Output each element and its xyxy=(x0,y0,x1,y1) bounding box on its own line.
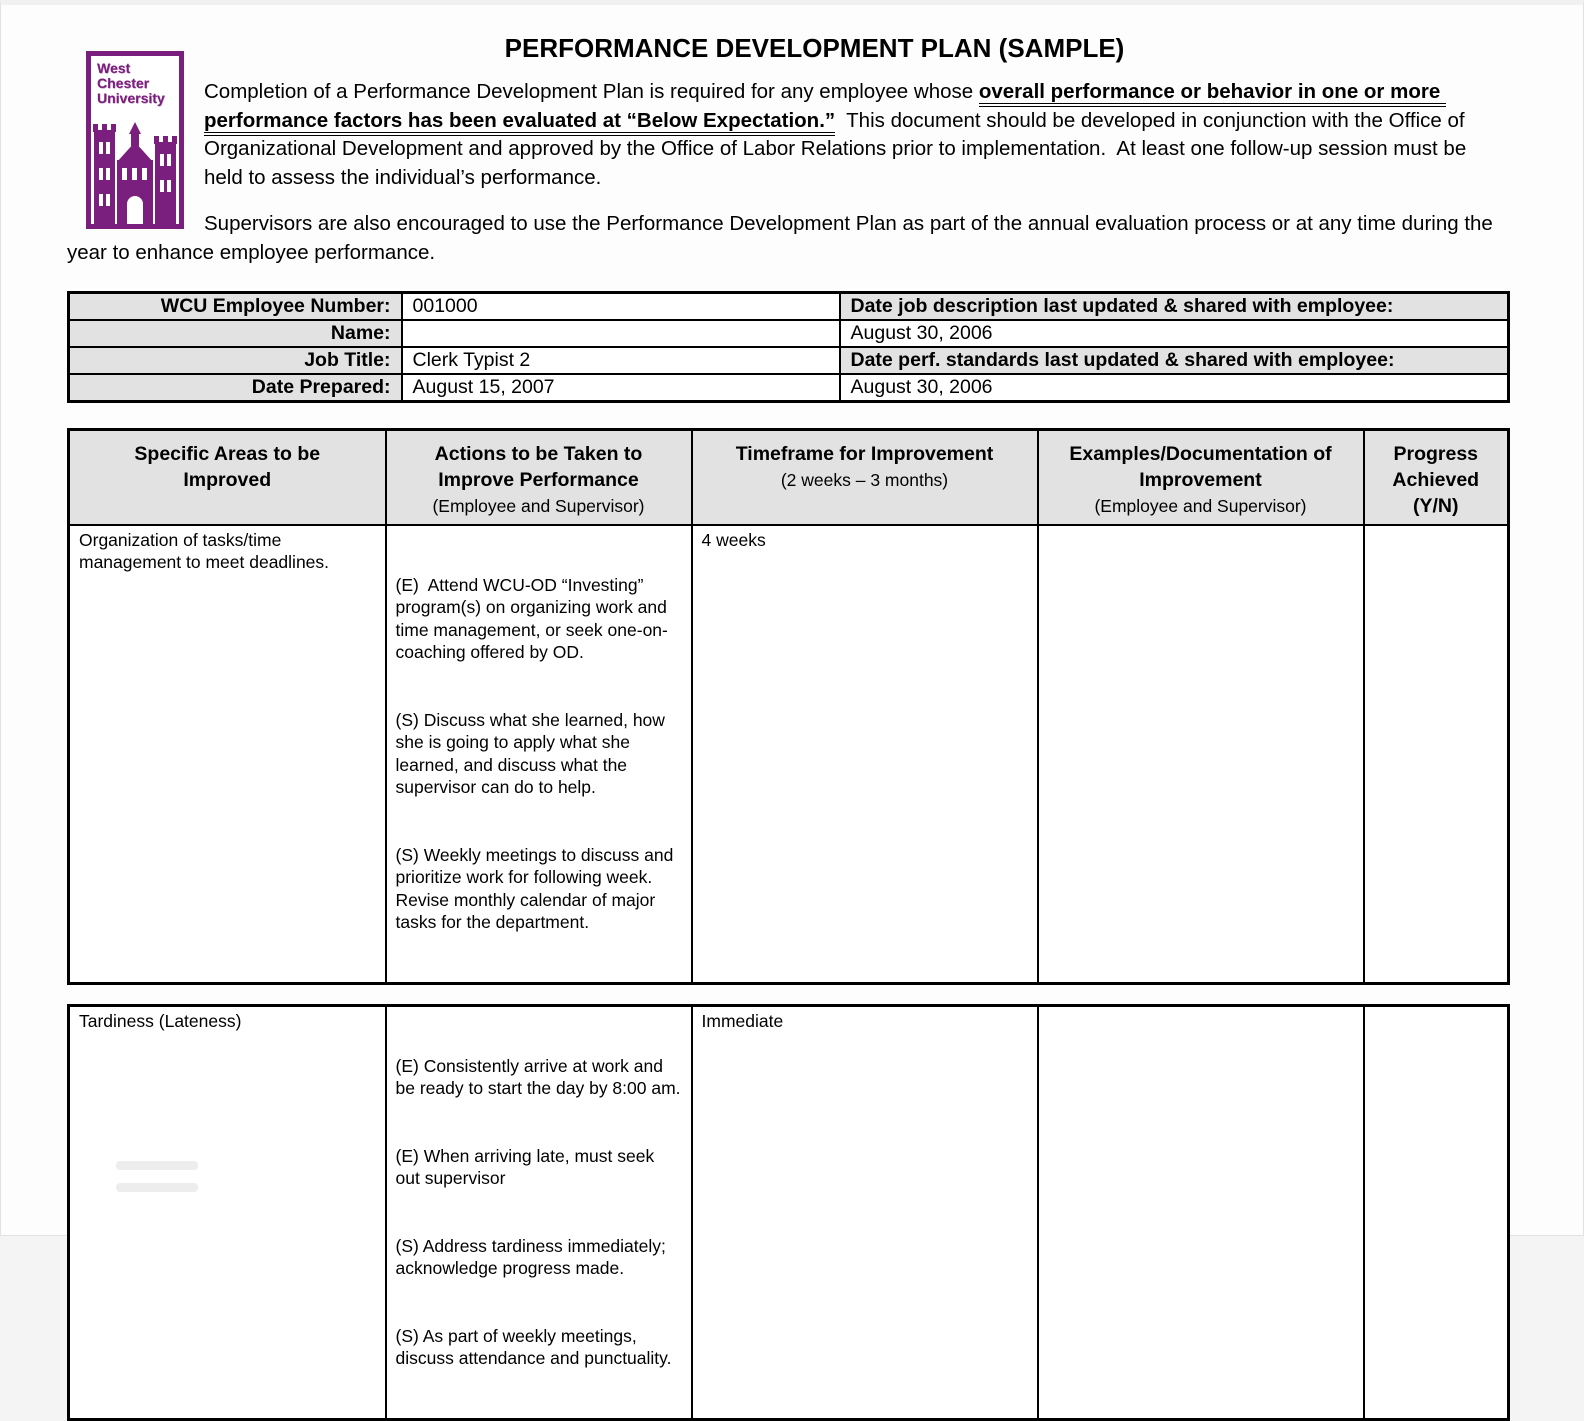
employee-info-table xyxy=(67,291,1510,403)
action-item: (S) Weekly meetings to discuss and prioritize work for following week. Revise monthly calendar of major tasks for the department. xyxy=(395,844,679,932)
job-description-date-label: Date job description last updated & shared with employee: xyxy=(840,293,1509,321)
actions-cell xyxy=(386,1005,692,1419)
date-prepared-value: August 15, 2007 xyxy=(402,374,840,402)
logo-word-2: Chester xyxy=(97,75,150,91)
action-item: (S) Discuss what she learned, how she is going to apply what she learned, and discuss what the supervisor can do to help. xyxy=(395,709,670,797)
action-item: (E) Consistently arrive at work and be ready to start the day by 8:00 am. xyxy=(395,1055,681,1098)
university-logo xyxy=(86,51,184,229)
timeframe-cell: Immediate xyxy=(692,1005,1038,1419)
intro-p1-post: This document should be developed in conjunction with the Office of Organizational Development and approved by the Office of Labor Relations prior to implementation. At least one follow-up session must be held to assess the individual’s performance. xyxy=(204,108,1472,189)
info-row-employee-number xyxy=(69,293,1509,321)
progress-cell xyxy=(1364,525,1509,984)
header-progress: Progress Achieved (Y/N) xyxy=(1364,430,1509,525)
info-row-job-title xyxy=(69,347,1509,374)
development-plan-table-continued xyxy=(67,1004,1510,1421)
name-value xyxy=(402,320,840,347)
intro-paragraph-2: Supervisors are also encouraged to use the Performance Development Plan as part of the annual evaluation process or at any time during the year to enhance employee performance. xyxy=(67,212,1499,264)
plan-table-header-row xyxy=(69,430,1509,525)
info-row-name xyxy=(69,320,1509,347)
action-item: (S) Address tardiness immediately; acknowledge progress made. xyxy=(395,1235,671,1278)
castle-icon xyxy=(91,116,179,224)
perf-standards-date-label: Date perf. standards last updated & shared with employee: xyxy=(840,347,1509,374)
actions-cell xyxy=(386,525,692,984)
logo-word-1: West xyxy=(97,60,131,76)
logo-wordmark xyxy=(91,56,179,106)
plan-row-organization xyxy=(69,525,1509,984)
name-label: Name: xyxy=(69,320,402,347)
date-prepared-label: Date Prepared: xyxy=(69,374,402,402)
header-actions: Actions to be Taken to Improve Performance (Employee and Supervisor) xyxy=(386,430,692,525)
development-plan-table xyxy=(67,428,1510,985)
plan-row-tardiness xyxy=(69,1005,1509,1419)
action-item: (E) When arriving late, must seek out supervisor xyxy=(395,1145,660,1188)
logo-word-3: University xyxy=(97,90,165,106)
intro-p1-pre: Completion of a Performance Development Plan is required for any employee whose xyxy=(204,80,979,103)
job-title-value: Clerk Typist 2 xyxy=(402,347,840,374)
header-examples: Examples/Documentation of Improvement (Employee and Supervisor) xyxy=(1038,430,1364,525)
examples-cell xyxy=(1038,525,1364,984)
examples-cell xyxy=(1038,1005,1364,1419)
scan-artifact xyxy=(116,1161,198,1205)
action-item: (S) As part of weekly meetings, discuss attendance and punctuality. xyxy=(395,1325,672,1368)
info-row-date-prepared xyxy=(69,374,1509,402)
progress-cell xyxy=(1364,1005,1509,1419)
job-description-date-value: August 30, 2006 xyxy=(840,320,1509,347)
employee-number-label: WCU Employee Number: xyxy=(69,293,402,321)
timeframe-cell: 4 weeks xyxy=(692,525,1038,984)
action-item: (E) Attend WCU-OD “Investing” program(s) on organizing work and time management, or seek one-on-coaching offered by OD. xyxy=(395,574,672,662)
employee-number-value: 001000 xyxy=(402,293,840,321)
header-timeframe: Timeframe for Improvement (2 weeks – 3 months) xyxy=(692,430,1038,525)
intro-paragraph-1 xyxy=(67,75,1495,192)
header-specific-areas: Specific Areas to be Improved xyxy=(69,430,386,525)
perf-standards-date-value: August 30, 2006 xyxy=(840,374,1509,402)
area-cell: Tardiness (Lateness) xyxy=(69,1005,386,1419)
intro-p1-emphasis-underlined: overall performance or behavior in one or more performance factors has been evaluated at “Below Expectation.” xyxy=(204,80,1446,136)
job-title-label: Job Title: xyxy=(69,347,402,374)
page-title: PERFORMANCE DEVELOPMENT PLAN (SAMPLE) xyxy=(504,33,1125,63)
area-cell: Organization of tasks/time management to meet deadlines. xyxy=(69,525,386,984)
